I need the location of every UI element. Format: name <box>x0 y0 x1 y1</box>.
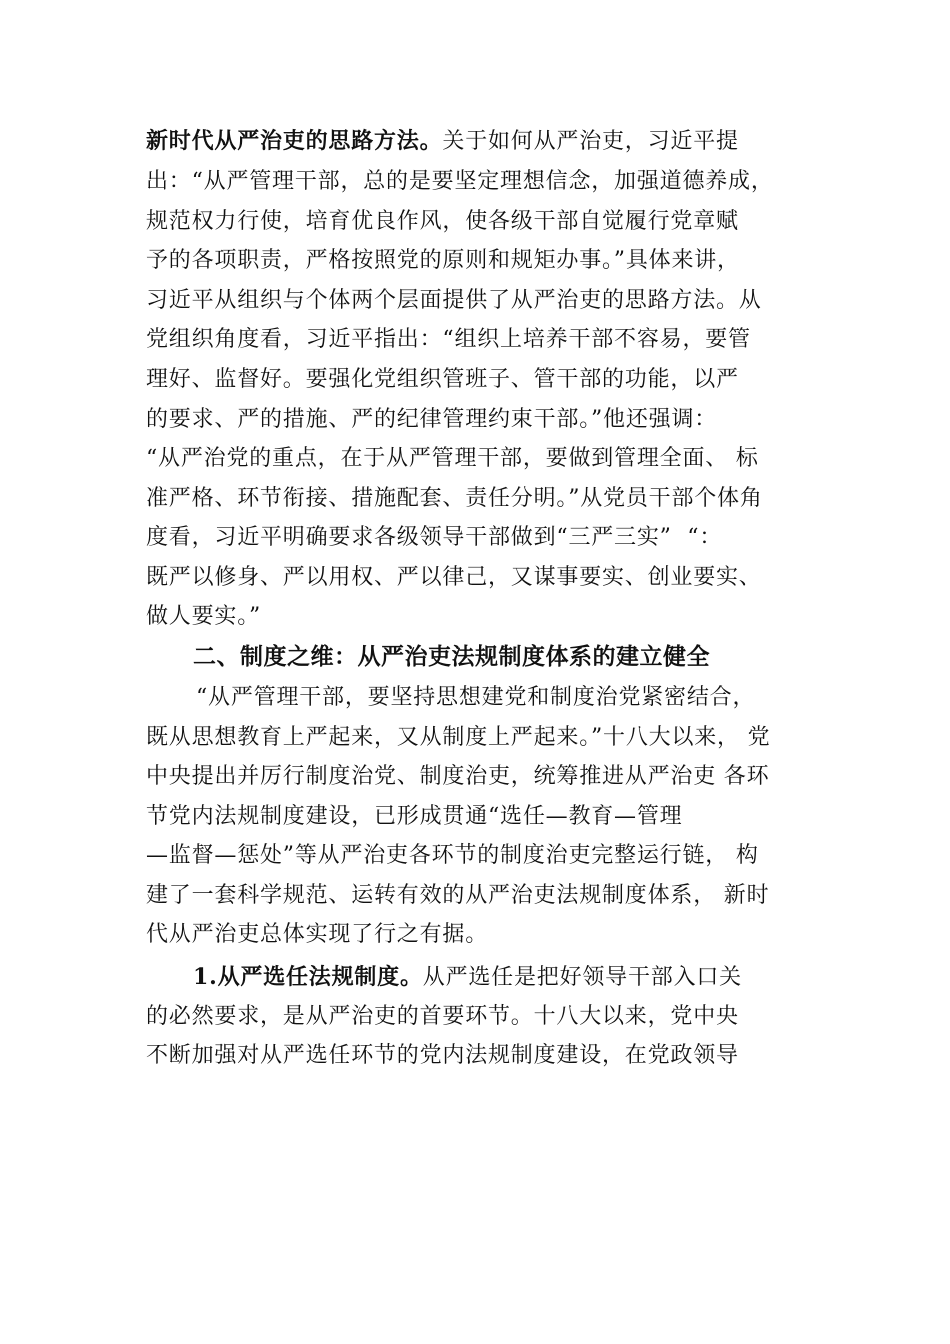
paragraph-2-line: 代从严治吏总体实现了行之有据。 <box>146 922 489 947</box>
paragraph-3-line-1 <box>193 957 742 997</box>
bold-lead-title: 新时代从严治吏的思路方法。 <box>146 128 443 154</box>
paragraph-1-line-1 <box>146 121 739 161</box>
paragraph-2-line: —监督—惩处”等从严治吏各环节的制度治吏完整运行链， 构 <box>146 843 759 868</box>
section-heading: 二、制度之维：从严治吏法规制度体系的建立健全 <box>193 644 710 670</box>
paragraph-1-line: 党组织角度看，习近平指出：“组织上培养干部不容易，要管 <box>146 327 751 352</box>
paragraph-2-line: 节党内法规制度建设，已形成贯通“选任—教育—管理 <box>146 804 683 829</box>
paragraph-3-line: 的必然要求，是从严治吏的首要环节。十八大以来，党中央 <box>146 1004 739 1029</box>
bold-lead-title: 1.从严选任法规制度。 <box>193 964 423 990</box>
paragraph-3-line: 不断加强对从严选任环节的党内法规制度建设，在党政领导 <box>146 1043 739 1068</box>
paragraph-2-line: 建了一套科学规范、运转有效的从严治吏法规制度体系， 新时 <box>146 883 770 908</box>
paragraph-1-line: 理好、监督好。要强化党组织管班子、管干部的功能，以严 <box>146 367 739 392</box>
text-run: 关于如何从严治吏，习近平提 <box>442 129 739 154</box>
paragraph-1-line: 做人要实。” <box>146 604 262 629</box>
paragraph-2-line: 中央提出并厉行制度治党、制度治吏，统筹推进从严治吏 各环 <box>146 764 770 789</box>
paragraph-2-line: 既从思想教育上严起来，又从制度上严起来。”十八大以来， 党 <box>146 725 771 750</box>
paragraph-1-line: 度看，习近平明确要求各级领导干部做到“三严三实” “： <box>146 525 723 550</box>
paragraph-1-line: 予的各项职责，严格按照党的原则和规矩办事。”具体来讲， <box>146 248 740 273</box>
text-run: 从严选任是把好领导干部入口关 <box>422 965 742 990</box>
paragraph-1-line: 既严以修身、严以用权、严以律己，又谋事要实、创业要实、 <box>146 565 762 590</box>
paragraph-1-line: 准严格、环节衔接、措施配套、责任分明。”从党员干部个体角 <box>146 486 763 511</box>
paragraph-1-line: 习近平从组织与个体两个层面提供了从严治吏的思路方法。从 <box>146 288 762 313</box>
paragraph-1-line: 的要求、严的措施、严的纪律管理约束干部。”他还强调： <box>146 407 718 432</box>
paragraph-1-line: “从严治党的重点，在于从严管理干部，要做到管理全面、 标 <box>146 446 759 471</box>
paragraph-2-line: “从严管理干部，要坚持思想建党和制度治党紧密结合， <box>196 685 756 710</box>
paragraph-1-line: 出：“从严管理干部，总的是要坚定理想信念，加强道德养成， <box>146 169 774 194</box>
paragraph-1-line: 规范权力行使，培育优良作风，使各级干部自觉履行党章赋 <box>146 209 739 234</box>
